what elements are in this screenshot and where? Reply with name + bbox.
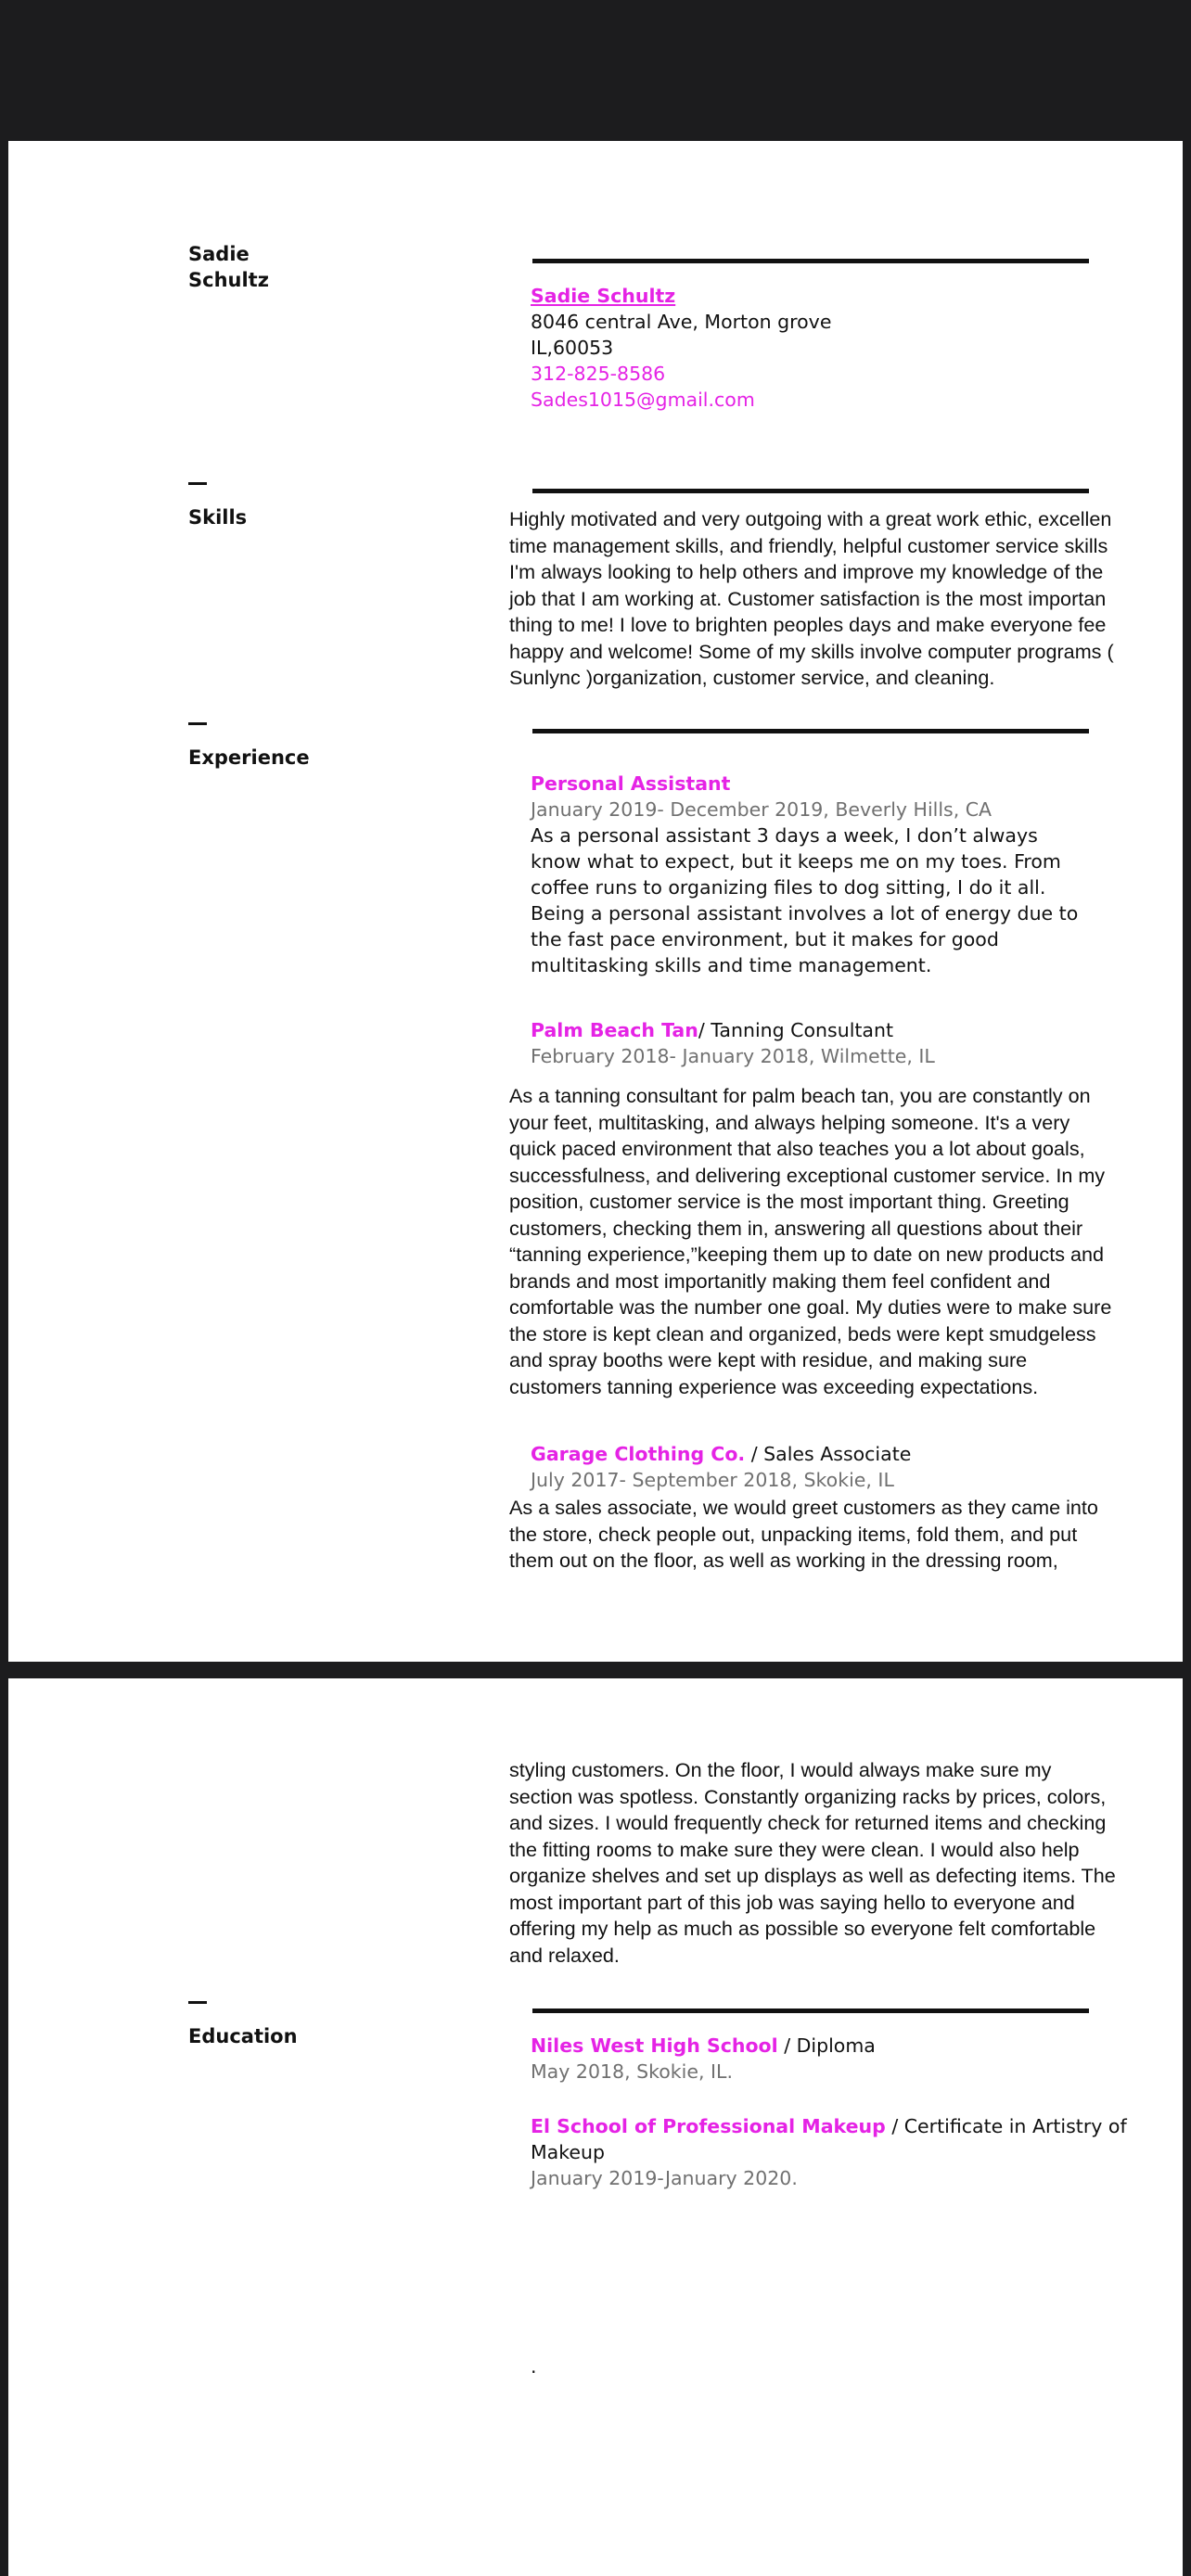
phone-link[interactable]: 312-825-8586 [531,363,666,385]
job-description-garage-part1: As a sales associate, we would greet customers as they came into the store, check people out, unpacking items, fold them, and put them out on the floor, as well as working in the dressing room, [509,1496,1098,1572]
contact-rule [532,259,1089,263]
trailing-mark: . [531,2355,537,2378]
section-title-experience: Experience [188,746,310,769]
job-dates: July 2017- September 2018, Skokie, IL [531,1469,894,1491]
contact-block [531,283,831,413]
job-dates: February 2018- January 2018, Wilmette, IL [531,1045,935,1067]
education-rule [532,2009,1089,2013]
email-link[interactable]: Sades1015@gmail.com [531,389,755,411]
school-name: El School of Professional Makeup [531,2115,886,2137]
education-dash [188,2001,207,2004]
job-palm-beach-tan [531,1017,935,1069]
section-title-education: Education [188,2025,298,2047]
contact-name-link[interactable]: Sadie Schultz [531,285,676,307]
job-role: / Sales Associate [745,1443,912,1465]
address-line-2: IL,60053 [531,337,614,359]
job-title: Personal Assistant [531,772,731,795]
education-dates: January 2019-January 2020. [531,2167,798,2189]
company-name: Garage Clothing Co. [531,1443,746,1465]
education-dates: May 2018, Skokie, IL. [531,2060,733,2083]
credential: / Certificate in Artistry of [885,2115,1127,2137]
job-role: / Tanning Consultant [698,1019,894,1041]
job-dates: January 2019- December 2019, Beverly Hills, CA [531,798,992,821]
name-label: Sadie Schultz [188,243,269,291]
skills-dash [188,482,207,485]
resume-page-2 [8,1678,1183,2576]
job-personal-assistant [531,771,1087,978]
section-title-skills: Skills [188,506,248,529]
company-name: Palm Beach Tan [531,1019,698,1041]
skills-rule [532,489,1089,493]
address-line-1: 8046 central Ave, Morton grove [531,311,832,333]
credential: / Diploma [777,2034,876,2057]
job-description-garage-part2: styling customers. On the floor, I would always make sure my section was spotless. Constantly organizing racks by prices, colors, and sizes. I would frequently check for returned items and checking the fitting rooms to make sure they were clean. I would also help organize shelves and set up displays as well as defecting items. The most important part of this job was saying hello to everyone and offering my help as much as possible so everyone felt comfortable and relaxed. [509,1758,1116,1967]
education-item-el-school [531,2113,1127,2191]
skills-text: Highly motivated and very outgoing with a great work ethic, excellen time management skills, and friendly, helpful customer service skills I'm always looking to help others and improve my knowledge of the job that I am working at. Customer satisfaction is the most importan thing to me! I love to brighten peoples days and make everyone fee happy and welcome! Some of my skills involve computer programs ( Sunlync )organization, customer service, and cleaning. [509,507,1114,689]
job-garage-clothing [531,1441,911,1493]
job-description-tan: As a tanning consultant for palm beach tan, you are constantly on your feet, multitasking, and always helping someone. It's a very quick paced environment that also teaches you a lot about goals, successfulness, and delivering exceptional customer service. In my position, customer service is the most important thing. Greeting customers, checking them in, answering all questions about their “tanning experience,”keeping them up to date on new products and brands and most importanitly making them feel confident and comfortable was the number one goal. My duties were to make sure the store is kept clean and organized, beds were kept smudgeless and spray booths were kept with residue, and making sure customers tanning experience was exceeding expectations. [509,1084,1112,1398]
experience-dash [188,722,207,725]
job-description: As a personal assistant 3 days a week, I don’t always know what to expect, but it keeps me on my toes. From coffee runs to organizing files to dog sitting, I do it all. Being a personal assistant involves a lot of energy due to the fast pace environment, but it makes for good multitasking skills and time management. [531,824,1079,976]
experience-rule [532,729,1089,733]
resume-page-1 [8,141,1183,1662]
school-name: Niles West High School [531,2034,778,2057]
credential-line-2: Makeup [531,2141,606,2163]
education-item-niles-west [531,2033,876,2085]
